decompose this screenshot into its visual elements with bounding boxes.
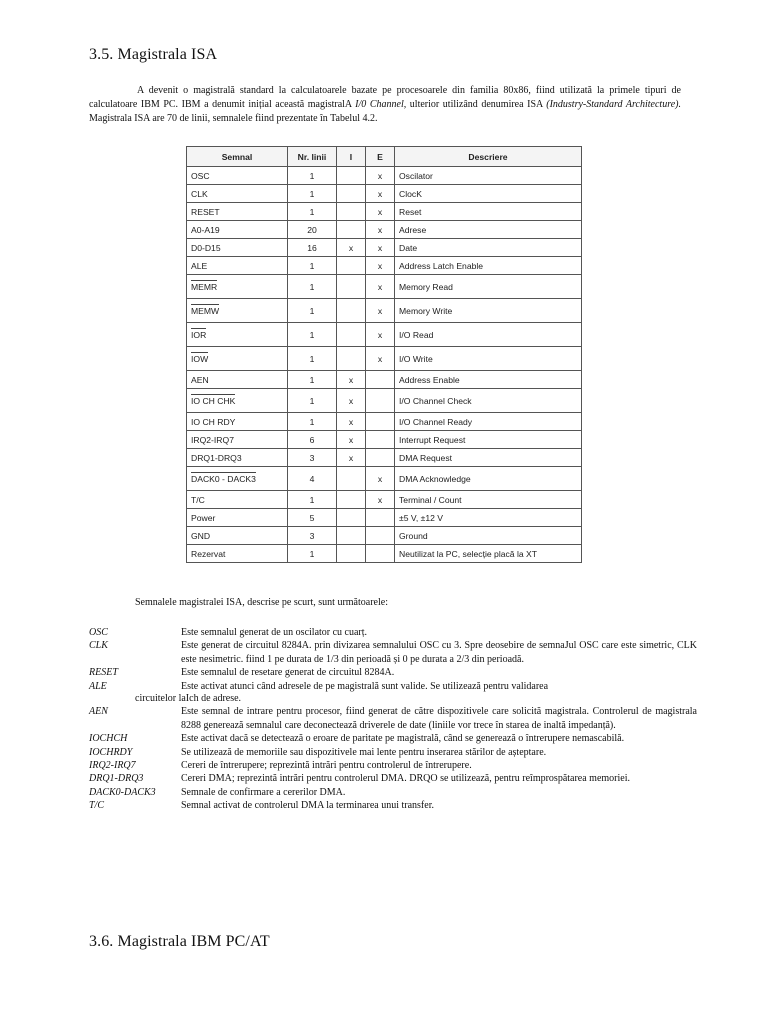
section-title-pc-at: 3.6. Magistrala IBM PC/AT (89, 933, 270, 950)
cell-nr-linii (288, 413, 337, 431)
cell-i (337, 167, 366, 185)
cell-e (366, 431, 395, 449)
cell-descriere (395, 239, 582, 257)
cell-semnal-text: IO CH RDY (191, 416, 236, 427)
definition-item (89, 759, 697, 772)
cell-descriere-text: I/O Write (399, 353, 433, 364)
cell-semnal-text: AEN (191, 374, 209, 385)
definition-term: ALE (89, 680, 107, 692)
cell-e (366, 203, 395, 221)
cell-nr-linii-text: 5 (309, 512, 315, 523)
cell-descriere (395, 509, 582, 527)
cell-nr-linii-text: 1 (309, 329, 315, 340)
table-row (187, 467, 582, 491)
cell-e-text: x (377, 242, 383, 253)
cell-i-text: x (348, 434, 354, 445)
cell-descriere-text: Neutilizat la PC, selecție placă la XT (399, 548, 538, 559)
cell-nr-linii (288, 509, 337, 527)
cell-i-text: x (348, 452, 354, 463)
cell-semnal (187, 299, 288, 323)
cell-nr-linii (288, 545, 337, 563)
cell-semnal (187, 431, 288, 449)
cell-i (337, 323, 366, 347)
cell-semnal (187, 389, 288, 413)
cell-semnal-text: A0-A19 (191, 224, 220, 235)
cell-nr-linii-text: 1 (309, 494, 315, 505)
cell-descriere (395, 203, 582, 221)
intro-italic-2: (Industry-Standard Architecture). (546, 99, 681, 110)
table-row (187, 449, 582, 467)
cell-e (366, 239, 395, 257)
cell-i (337, 221, 366, 239)
header-descriere: Descriere (395, 147, 582, 167)
definition-desc: Este semnalul generat de un oscilator cu cuarț. (181, 627, 368, 638)
cell-semnal (187, 257, 288, 275)
cell-semnal-text: RESET (191, 206, 220, 217)
section-title-isa: 3.5. Magistrala ISA (89, 46, 218, 63)
cell-nr-linii (288, 167, 337, 185)
header-nr-linii: Nr. linii (288, 147, 337, 167)
cell-nr-linii (288, 185, 337, 203)
cell-nr-linii (288, 431, 337, 449)
cell-semnal (187, 347, 288, 371)
cell-semnal (187, 371, 288, 389)
cell-i-text: x (348, 395, 354, 406)
cell-nr-linii-text: 3 (309, 530, 315, 541)
cell-descriere (395, 185, 582, 203)
cell-semnal (187, 491, 288, 509)
cell-i (337, 203, 366, 221)
definition-term: OSC (89, 627, 108, 638)
cell-nr-linii-text: 1 (309, 374, 315, 385)
header-semnal: Semnal (187, 147, 288, 167)
cell-e-text: x (377, 224, 383, 235)
definition-item (89, 705, 697, 732)
table-row (187, 275, 582, 299)
table-row (187, 221, 582, 239)
intro-text-2: ulterior utilizând denumirea ISA (406, 99, 547, 110)
cell-e (366, 185, 395, 203)
cell-i (337, 467, 366, 491)
cell-nr-linii-text: 1 (309, 353, 315, 364)
definition-item (89, 732, 697, 745)
cell-descriere-text: Oscilator (399, 170, 433, 181)
table-row (187, 239, 582, 257)
definition-item (89, 680, 697, 693)
table-row (187, 413, 582, 431)
cell-descriere (395, 527, 582, 545)
definitions-list (89, 626, 697, 813)
definition-desc: Este activat atunci când adresele de pe magistrală sunt valide. Se utilizează pentru validarea (181, 680, 549, 692)
cell-e (366, 389, 395, 413)
cell-descriere-text: Terminal / Count (399, 494, 462, 505)
cell-e (366, 275, 395, 299)
cell-e-text: x (377, 353, 383, 364)
cell-semnal (187, 545, 288, 563)
cell-descriere (395, 167, 582, 185)
definition-desc: Este semnal de intrare pentru procesor, fiind generat de către dispozitivele care solicită magistrala. Controlerul de magistrala 8288 generează semnalul care deconectează driverele de date (liniile vor trece în starea de inaltă impedanță). (181, 706, 697, 731)
cell-nr-linii-text: 4 (309, 473, 315, 484)
cell-semnal-text: DRQ1-DRQ3 (191, 452, 242, 463)
cell-nr-linii-text: 1 (309, 416, 315, 427)
cell-descriere (395, 431, 582, 449)
cell-descriere-text: ClocK (399, 188, 422, 199)
cell-descriere-text: Reset (399, 206, 422, 217)
cell-descriere-text: Ground (399, 530, 428, 541)
cell-i (337, 509, 366, 527)
cell-e-text: x (377, 305, 383, 316)
table-row (187, 389, 582, 413)
cell-e (366, 467, 395, 491)
cell-descriere (395, 545, 582, 563)
cell-nr-linii (288, 257, 337, 275)
cell-e-text: x (377, 260, 383, 271)
cell-i (337, 257, 366, 275)
table-header-row (187, 147, 582, 167)
cell-e-text: x (377, 494, 383, 505)
cell-semnal-text: MEMR (191, 281, 218, 292)
cell-i (337, 491, 366, 509)
cell-nr-linii (288, 323, 337, 347)
cell-descriere (395, 371, 582, 389)
cell-nr-linii (288, 239, 337, 257)
cell-i (337, 185, 366, 203)
cell-descriere-text: DMA Acknowledge (399, 473, 471, 484)
header-i: I (337, 147, 366, 167)
cell-e (366, 371, 395, 389)
cell-i (337, 449, 366, 467)
cell-nr-linii (288, 221, 337, 239)
definition-desc: Cereri DMA; reprezintă intrări pentru controlerul DMA. DRQO se utilizează, pentru reîmprospătarea memoriei. (181, 773, 631, 785)
table-row (187, 509, 582, 527)
cell-e (366, 413, 395, 431)
cell-semnal (187, 221, 288, 239)
intro-italic-1: I/0 Channel, (355, 99, 407, 110)
table-row (187, 347, 582, 371)
cell-descriere (395, 389, 582, 413)
table-row (187, 203, 582, 221)
cell-semnal (187, 203, 288, 221)
cell-i (337, 545, 366, 563)
signal-table (186, 146, 582, 563)
cell-descriere-text: Memory Read (399, 281, 453, 292)
cell-nr-linii (288, 347, 337, 371)
cell-e-text: x (377, 188, 383, 199)
table-row (187, 323, 582, 347)
definition-term: DRQ1-DRQ3 (89, 773, 144, 785)
cell-semnal (187, 527, 288, 545)
cell-semnal (187, 167, 288, 185)
cell-nr-linii-text: 20 (307, 224, 317, 235)
cell-semnal-text: IOR (191, 329, 207, 340)
cell-e (366, 221, 395, 239)
cell-descriere (395, 413, 582, 431)
cell-nr-linii-text: 1 (309, 305, 315, 316)
definition-term: T/C (89, 800, 105, 812)
cell-nr-linii (288, 299, 337, 323)
cell-nr-linii (288, 449, 337, 467)
cell-nr-linii-text: 1 (309, 548, 315, 559)
cell-nr-linii-text: 1 (309, 260, 315, 271)
cell-descriere-text: I/O Channel Ready (399, 416, 473, 427)
definition-term: IOCHCH (89, 733, 128, 745)
cell-nr-linii-text: 1 (309, 170, 315, 181)
intro-paragraph (89, 84, 681, 126)
definition-term: DACK0-DACK3 (89, 786, 156, 798)
table-row (187, 527, 582, 545)
cell-nr-linii-text: 1 (309, 395, 315, 406)
cell-e (366, 527, 395, 545)
cell-descriere (395, 257, 582, 275)
cell-nr-linii (288, 203, 337, 221)
cell-nr-linii (288, 275, 337, 299)
cell-descriere-text: Memory Write (399, 305, 453, 316)
cell-semnal-text: IOW (191, 353, 209, 364)
definition-desc: Cereri de întrerupere; reprezintă intrări pentru controlerul de întrerupere. (181, 760, 472, 772)
definition-term: RESET (89, 667, 118, 679)
cell-nr-linii (288, 389, 337, 413)
cell-semnal-text: GND (191, 530, 211, 541)
cell-semnal (187, 467, 288, 491)
table-row (187, 371, 582, 389)
cell-e (366, 545, 395, 563)
cell-e (366, 299, 395, 323)
cell-i (337, 431, 366, 449)
definition-desc: Se utilizează de memoriile sau dispozitivele mai lente pentru inserarea stărilor de așteptare. (181, 746, 547, 758)
cell-descriere (395, 491, 582, 509)
definition-term: IRQ2-IRQ7 (89, 760, 136, 772)
cell-e (366, 347, 395, 371)
cell-semnal (187, 413, 288, 431)
cell-descriere-text: Date (399, 242, 418, 253)
table-row (187, 299, 582, 323)
table-row (187, 431, 582, 449)
cell-e (366, 491, 395, 509)
cell-descriere (395, 221, 582, 239)
cell-semnal (187, 275, 288, 299)
cell-descriere (395, 467, 582, 491)
definition-desc: Semnal activat de controlerul DMA la terminarea unui transfer. (181, 800, 434, 812)
cell-e (366, 449, 395, 467)
cell-i (337, 371, 366, 389)
cell-semnal-text: T/C (191, 494, 205, 505)
cell-nr-linii-text: 3 (309, 452, 315, 463)
definition-item (89, 799, 697, 812)
intro-text-3: Magistrala ISA are 70 de linii, semnalele fiind prezentate în Tabelul 4.2. (89, 113, 378, 124)
cell-i (337, 389, 366, 413)
cell-i-text: x (348, 242, 354, 253)
cell-i-text: x (348, 374, 354, 385)
cell-semnal-text: IRQ2-IRQ7 (191, 434, 234, 445)
cell-descriere (395, 275, 582, 299)
cell-semnal-text: Power (191, 512, 216, 523)
cell-nr-linii-text: 16 (307, 242, 317, 253)
cell-descriere-text: Interrupt Request (399, 434, 466, 445)
cell-nr-linii-text: 1 (309, 281, 315, 292)
definition-item (89, 666, 697, 679)
cell-i (337, 275, 366, 299)
table-row (187, 185, 582, 203)
definition-desc: Este activat dacă se detectează o eroare de paritate pe magistrală, când se generează o întrerupere nemascabilă. (181, 733, 625, 745)
cell-e-text: x (377, 206, 383, 217)
header-e: E (366, 147, 395, 167)
cell-semnal-text: DACK0 - DACK3 (191, 473, 256, 484)
definition-desc: Este semnalul de resetare generat de circuitul 8284A. (181, 667, 395, 679)
definition-item (89, 639, 697, 666)
table-row (187, 491, 582, 509)
cell-nr-linii-text: 6 (309, 434, 315, 445)
cell-i-text: x (348, 416, 354, 427)
cell-descriere-text: Adrese (399, 224, 427, 235)
cell-semnal-text: MEMW (191, 305, 220, 316)
cell-descriere (395, 449, 582, 467)
cell-e (366, 509, 395, 527)
definition-term: IOCHRDY (89, 746, 133, 758)
cell-semnal (187, 449, 288, 467)
definition-term: CLK (89, 640, 108, 652)
cell-i (337, 413, 366, 431)
cell-i (337, 239, 366, 257)
cell-nr-linii-text: 1 (309, 206, 315, 217)
table-row (187, 167, 582, 185)
definition-item (89, 626, 697, 639)
cell-semnal (187, 509, 288, 527)
cell-semnal-text: Rezervat (191, 548, 226, 559)
definition-desc: Semnale de confirmare a cererilor DMA. (181, 786, 346, 798)
cell-e (366, 323, 395, 347)
table-row (187, 545, 582, 563)
cell-semnal-text: CLK (191, 188, 208, 199)
cell-i (337, 347, 366, 371)
cell-descriere-text: Address Enable (399, 374, 460, 385)
cell-e (366, 257, 395, 275)
definition-desc: Este generat de circuitul 8284A. prin divizarea semnalului OSC cu 3. Spre deosebire de semnaJul OSC care este simetric, CLK este nesimetric. fiind 1 pe durata de 1/3 din perioadă și 0 pe durata a 2/3 din perioadă. (181, 640, 697, 665)
definition-item (89, 772, 697, 785)
cell-nr-linii (288, 371, 337, 389)
cell-e-text: x (377, 281, 383, 292)
intro-text-1: A devenit o magistrală standard la calculatoarele bazate pe procesoarele din familia 80x86, fiind utilizată la primele tipuri de calculatoare IBM PC. IBM a denumit inițial această magistralA (89, 85, 681, 110)
cell-nr-linii-text: 1 (309, 188, 315, 199)
cell-nr-linii (288, 467, 337, 491)
cell-descriere-text: I/O Channel Check (399, 395, 472, 406)
cell-semnal (187, 185, 288, 203)
cell-descriere-text: I/O Read (399, 329, 434, 340)
definitions-lead: Semnalele magistralei ISA, descrise pe scurt, sunt următoarele: (135, 597, 388, 608)
cell-semnal (187, 239, 288, 257)
cell-semnal-text: OSC (191, 170, 210, 181)
definition-item (89, 786, 697, 799)
cell-semnal-text: D0-D15 (191, 242, 221, 253)
cell-i (337, 299, 366, 323)
cell-nr-linii (288, 527, 337, 545)
cell-descriere-text: Address Latch Enable (399, 260, 484, 271)
cell-descriere (395, 299, 582, 323)
cell-e-text: x (377, 473, 383, 484)
cell-i (337, 527, 366, 545)
cell-semnal-text: IO CH CHK (191, 395, 236, 406)
cell-semnal (187, 323, 288, 347)
cell-nr-linii (288, 491, 337, 509)
definition-item (89, 746, 697, 759)
cell-descriere-text: DMA Request (399, 452, 453, 463)
cell-e-text: x (377, 170, 383, 181)
definition-continuation: circuitelor laIch de adrese. (135, 693, 242, 705)
cell-descriere (395, 347, 582, 371)
cell-semnal-text: ALE (191, 260, 208, 271)
cell-descriere (395, 323, 582, 347)
cell-e-text: x (377, 329, 383, 340)
cell-e (366, 167, 395, 185)
signal-table-wrapper (186, 146, 582, 563)
cell-descriere-text: ±5 V, ±12 V (399, 512, 443, 523)
definition-term: AEN (89, 706, 108, 718)
table-row (187, 257, 582, 275)
table-body (187, 167, 582, 563)
